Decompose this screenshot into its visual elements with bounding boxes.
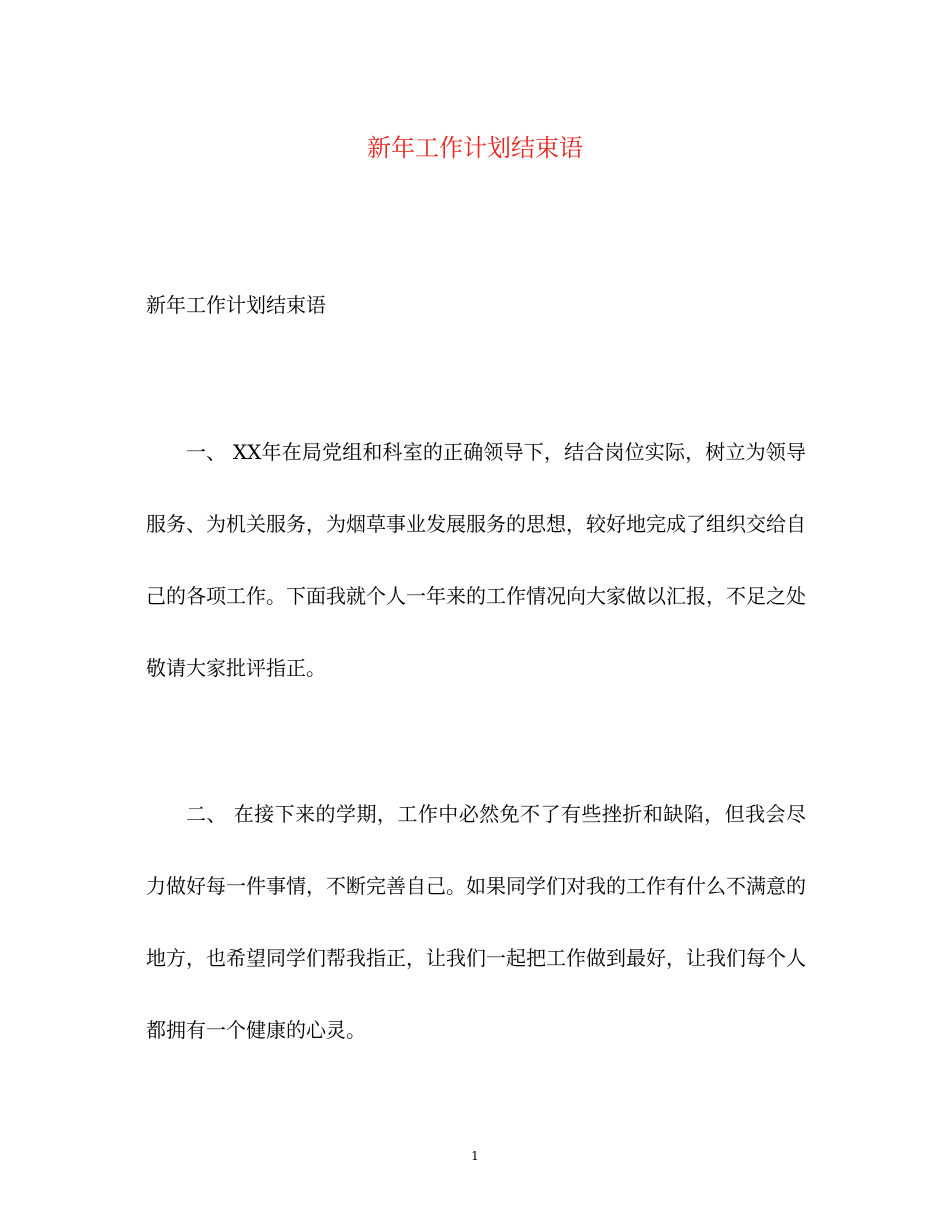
paragraph-2: 二、 在接下来的学期，工作中必然免不了有些挫折和缺陷，但我会尽力做好每一件事情，不断完善自己。如果同学们对我的工作有什么不满意的地方，也希望同学们帮我指正，让我们一起把工作做到最好，让我们每个人都拥有一个健康的心灵。 [146, 802, 806, 1042]
paragraph-1: 一、 XX年在局党组和科室的正确领导下，结合岗位实际，树立为领导服务、为机关服务，为烟草事业发展服务的思想，较好地完成了组织交给自己的各项工作。下面我就个人一年来的工作情况向大家做以汇报，不足之处敬请大家批评指正。 [146, 440, 806, 680]
document-subtitle: 新年工作计划结束语 [146, 293, 326, 317]
page-title: 新年工作计划结束语 [367, 134, 583, 162]
page-number: 1 [471, 1149, 479, 1163]
